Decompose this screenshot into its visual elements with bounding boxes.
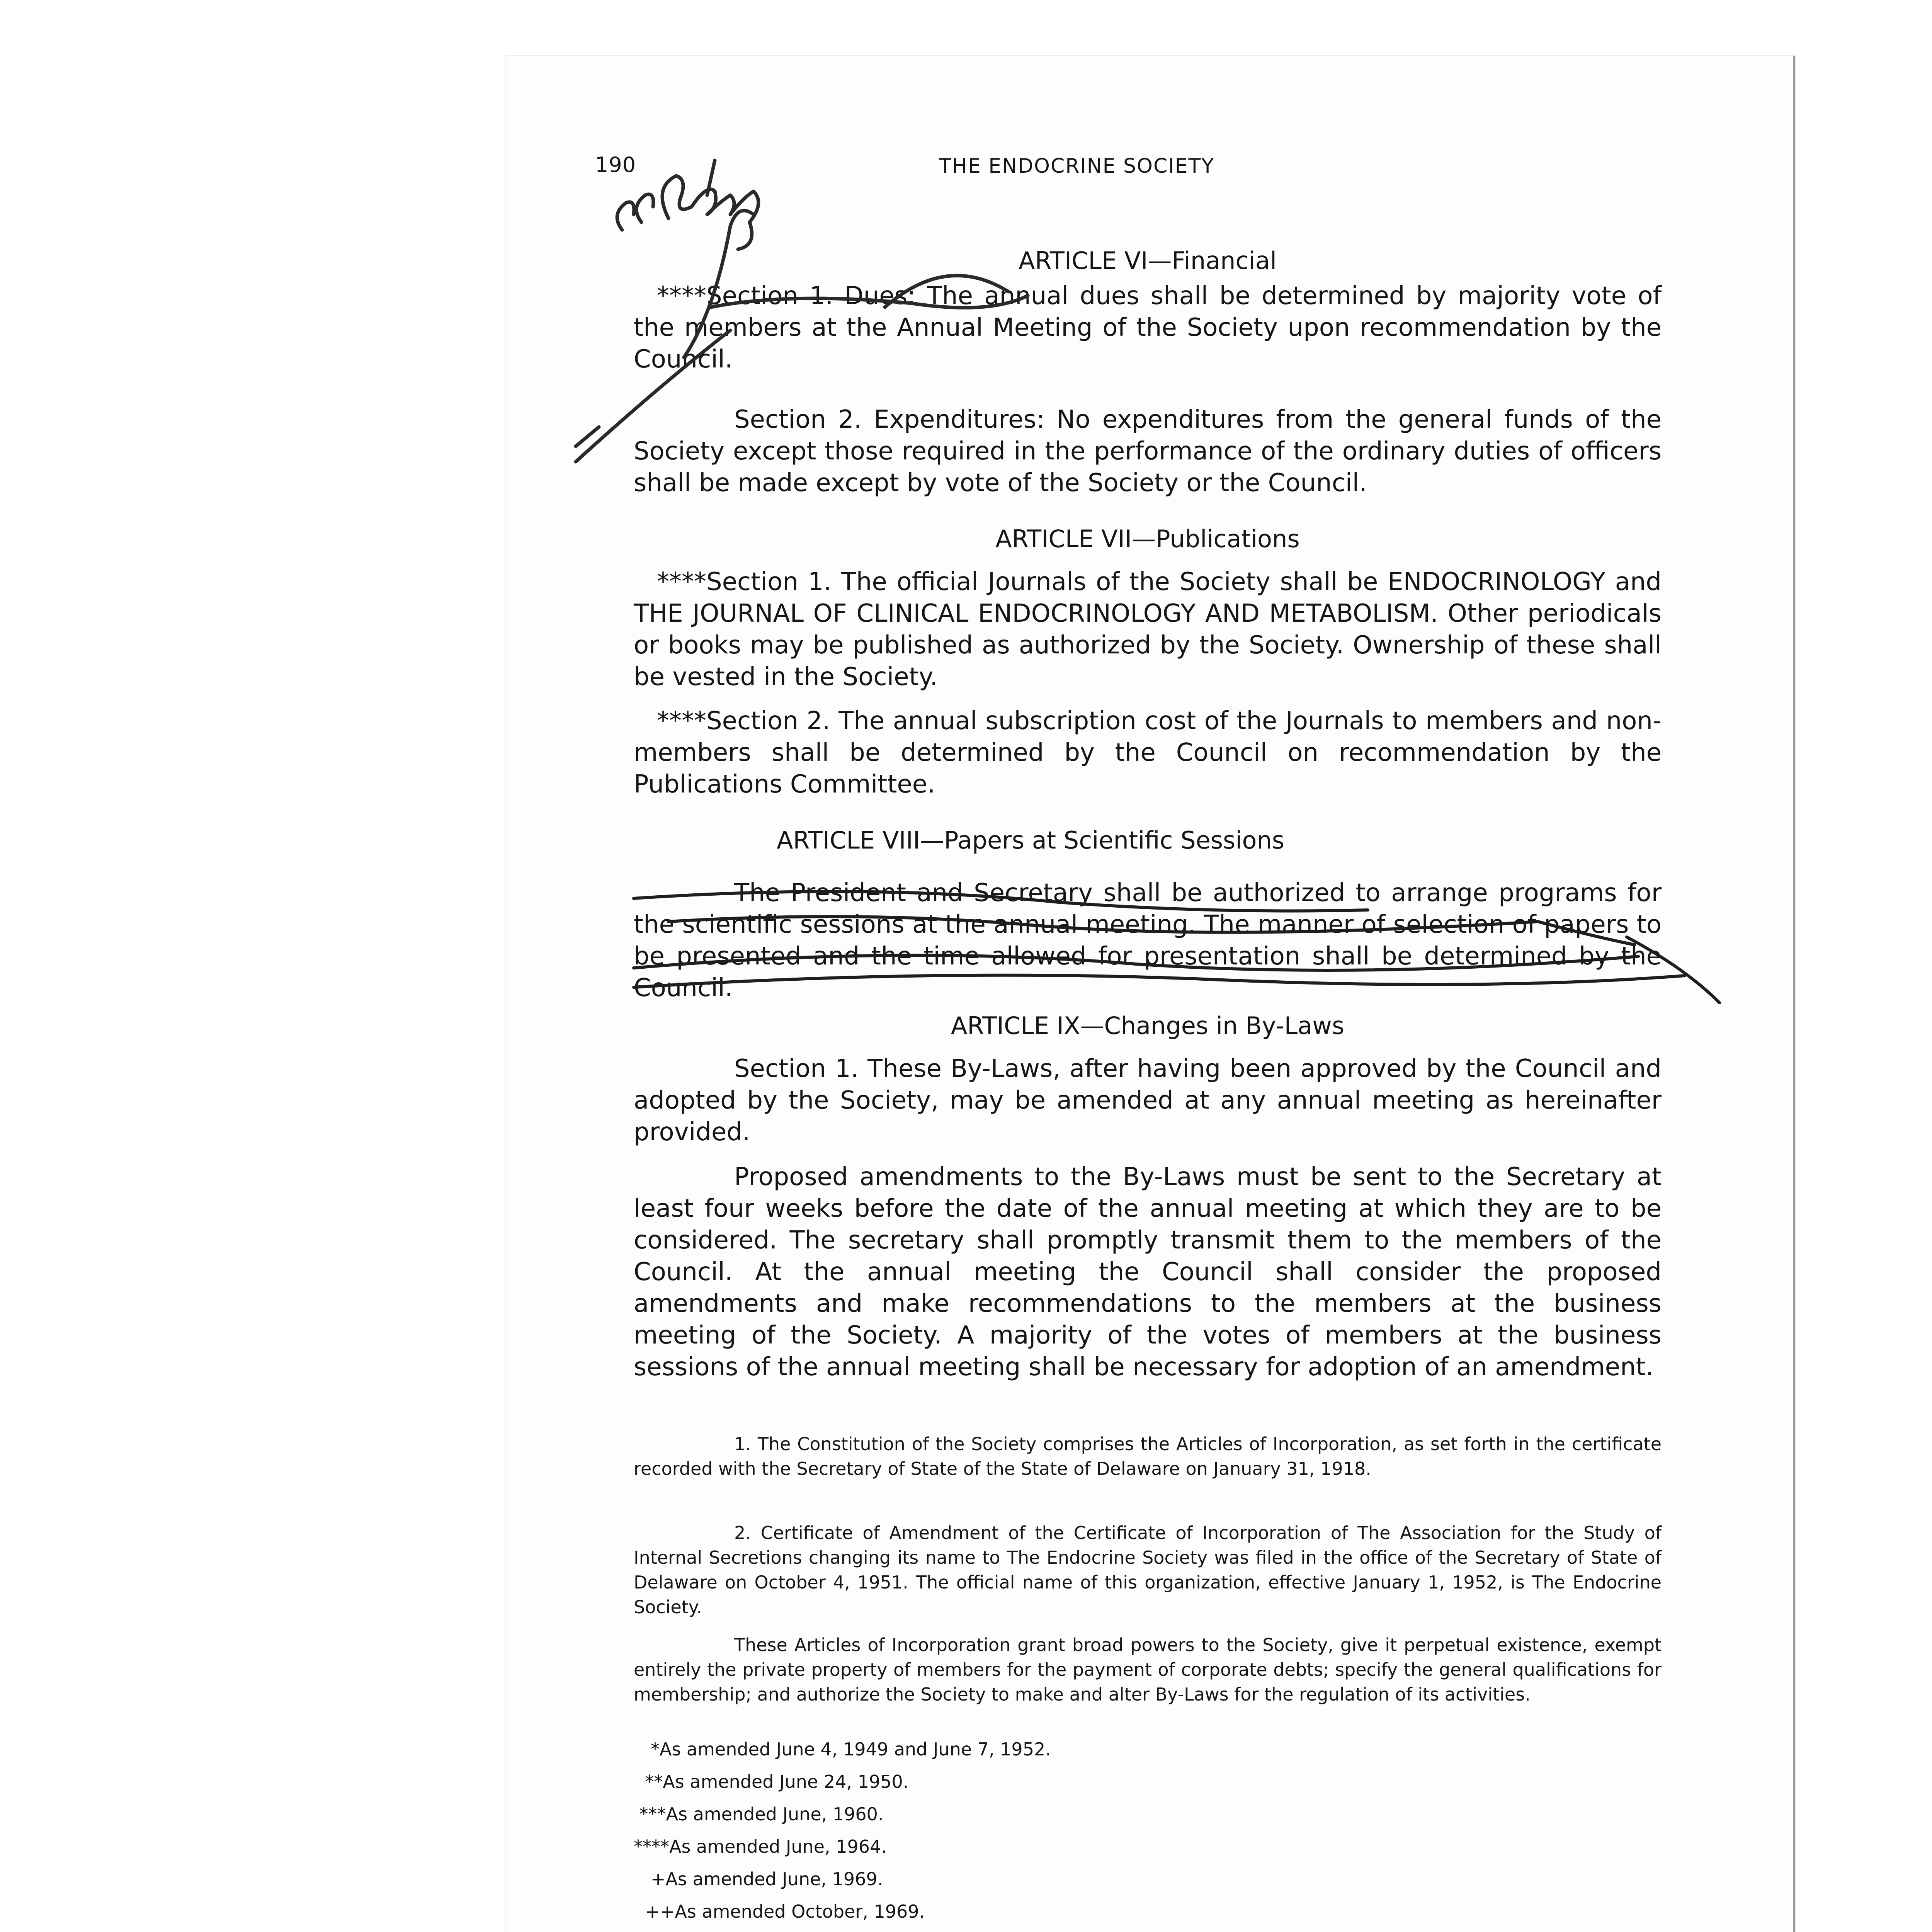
amendment-item: ****As amended June, 1964. [634,1836,887,1857]
article-viii-heading: ARTICLE VIII—Papers at Scientific Sessions [777,826,1285,854]
amendment-item: *As amended June 4, 1949 and June 7, 1952. [634,1739,1051,1760]
footnote-2: 2. Certificate of Amendment of the Certificate of Incorporation of The Association for the Study of Internal Secretions changing its name to The Endocrine Society was filed in the office of the Secretary of State of Delaware on October 4, 1951. The official name of this organization, effective January 1, 1952, is The Endocrine Society. [634,1522,1662,1617]
document-page [506,56,1795,1932]
amendment-item: +As amended June, 1969. [634,1869,883,1889]
article-vi-section-1: ****Section 1. Dues: The annual dues shall be determined by majority vote of the members at the Annual Meeting of the Society upon recommendation by the Council. [634,282,1662,374]
article-ix-heading: ARTICLE IX—Changes in By-Laws [951,1012,1345,1040]
running-header: THE ENDOCRINE SOCIETY [939,155,1214,178]
article-vii-heading: ARTICLE VII—Publications [995,525,1300,553]
article-vi-section-2: Section 2. Expenditures: No expenditures from the general funds of the Society except those required in the performance of the ordinary duties of officers shall be made except by vote of the Society or the Council. [634,405,1662,497]
article-vi-heading: ARTICLE VI—Financial [1018,247,1277,275]
footnote-1: 1. The Constitution of the Society comprises the Articles of Incorporation, as set forth in the certificate recorded with the Secretary of State of the State of Delaware on January 31, 1918. [634,1434,1662,1479]
article-vii-section-2: ****Section 2. The annual subscription cost of the Journals to members and non-members shall be determined by the Council on recommendation by the Publications Committee. [634,707,1662,799]
amendment-item: **As amended June 24, 1950. [634,1771,909,1792]
amendment-item: ++As amended October, 1969. [634,1901,925,1922]
amendment-item: ***As amended June, 1960. [634,1804,884,1825]
article-viii-text: The President and Secretary shall be authorized to arrange programs for the scientific sessions at the annual meeting. The manner of selection of papers to be presented and the time allowed for presentation shall be determined by the Council. [634,879,1662,1002]
amendment-list [634,1733,1252,1928]
article-ix-section-1: Section 1. These By-Laws, after having been approved by the Council and adopted by the Society, may be amended at any annual meeting as hereinafter provided. [634,1054,1662,1146]
article-ix-paragraph-2: Proposed amendments to the By-Laws must be sent to the Secretary at least four weeks before the date of the annual meeting at which they are to be considered. The secretary shall promptly transmit them to the members of the Council. At the annual meeting the Council shall consider the proposed amendments and make recommendations to the members at the business meeting of the Society. A majority of the votes of members at the business sessions of the annual meeting shall be necessary for adoption of an amendment. [634,1163,1662,1381]
footnote-3: These Articles of Incorporation grant broad powers to the Society, give it perpetual existence, exempt entirely the private property of members for the payment of corporate debts; specify the general qualifications for membership; and authorize the Society to make and alter By-Laws for the regulation of its activities. [634,1634,1662,1705]
page-number: 190 [595,153,636,177]
article-vii-section-1: ****Section 1. The official Journals of the Society shall be ENDOCRINOLOGY and THE JOURNAL OF CLINICAL ENDOCRINOLOGY AND METABOLISM. Other periodicals or books may be published as authorized by the Society. Ownership of these shall be vested in the Society. [634,568,1662,691]
